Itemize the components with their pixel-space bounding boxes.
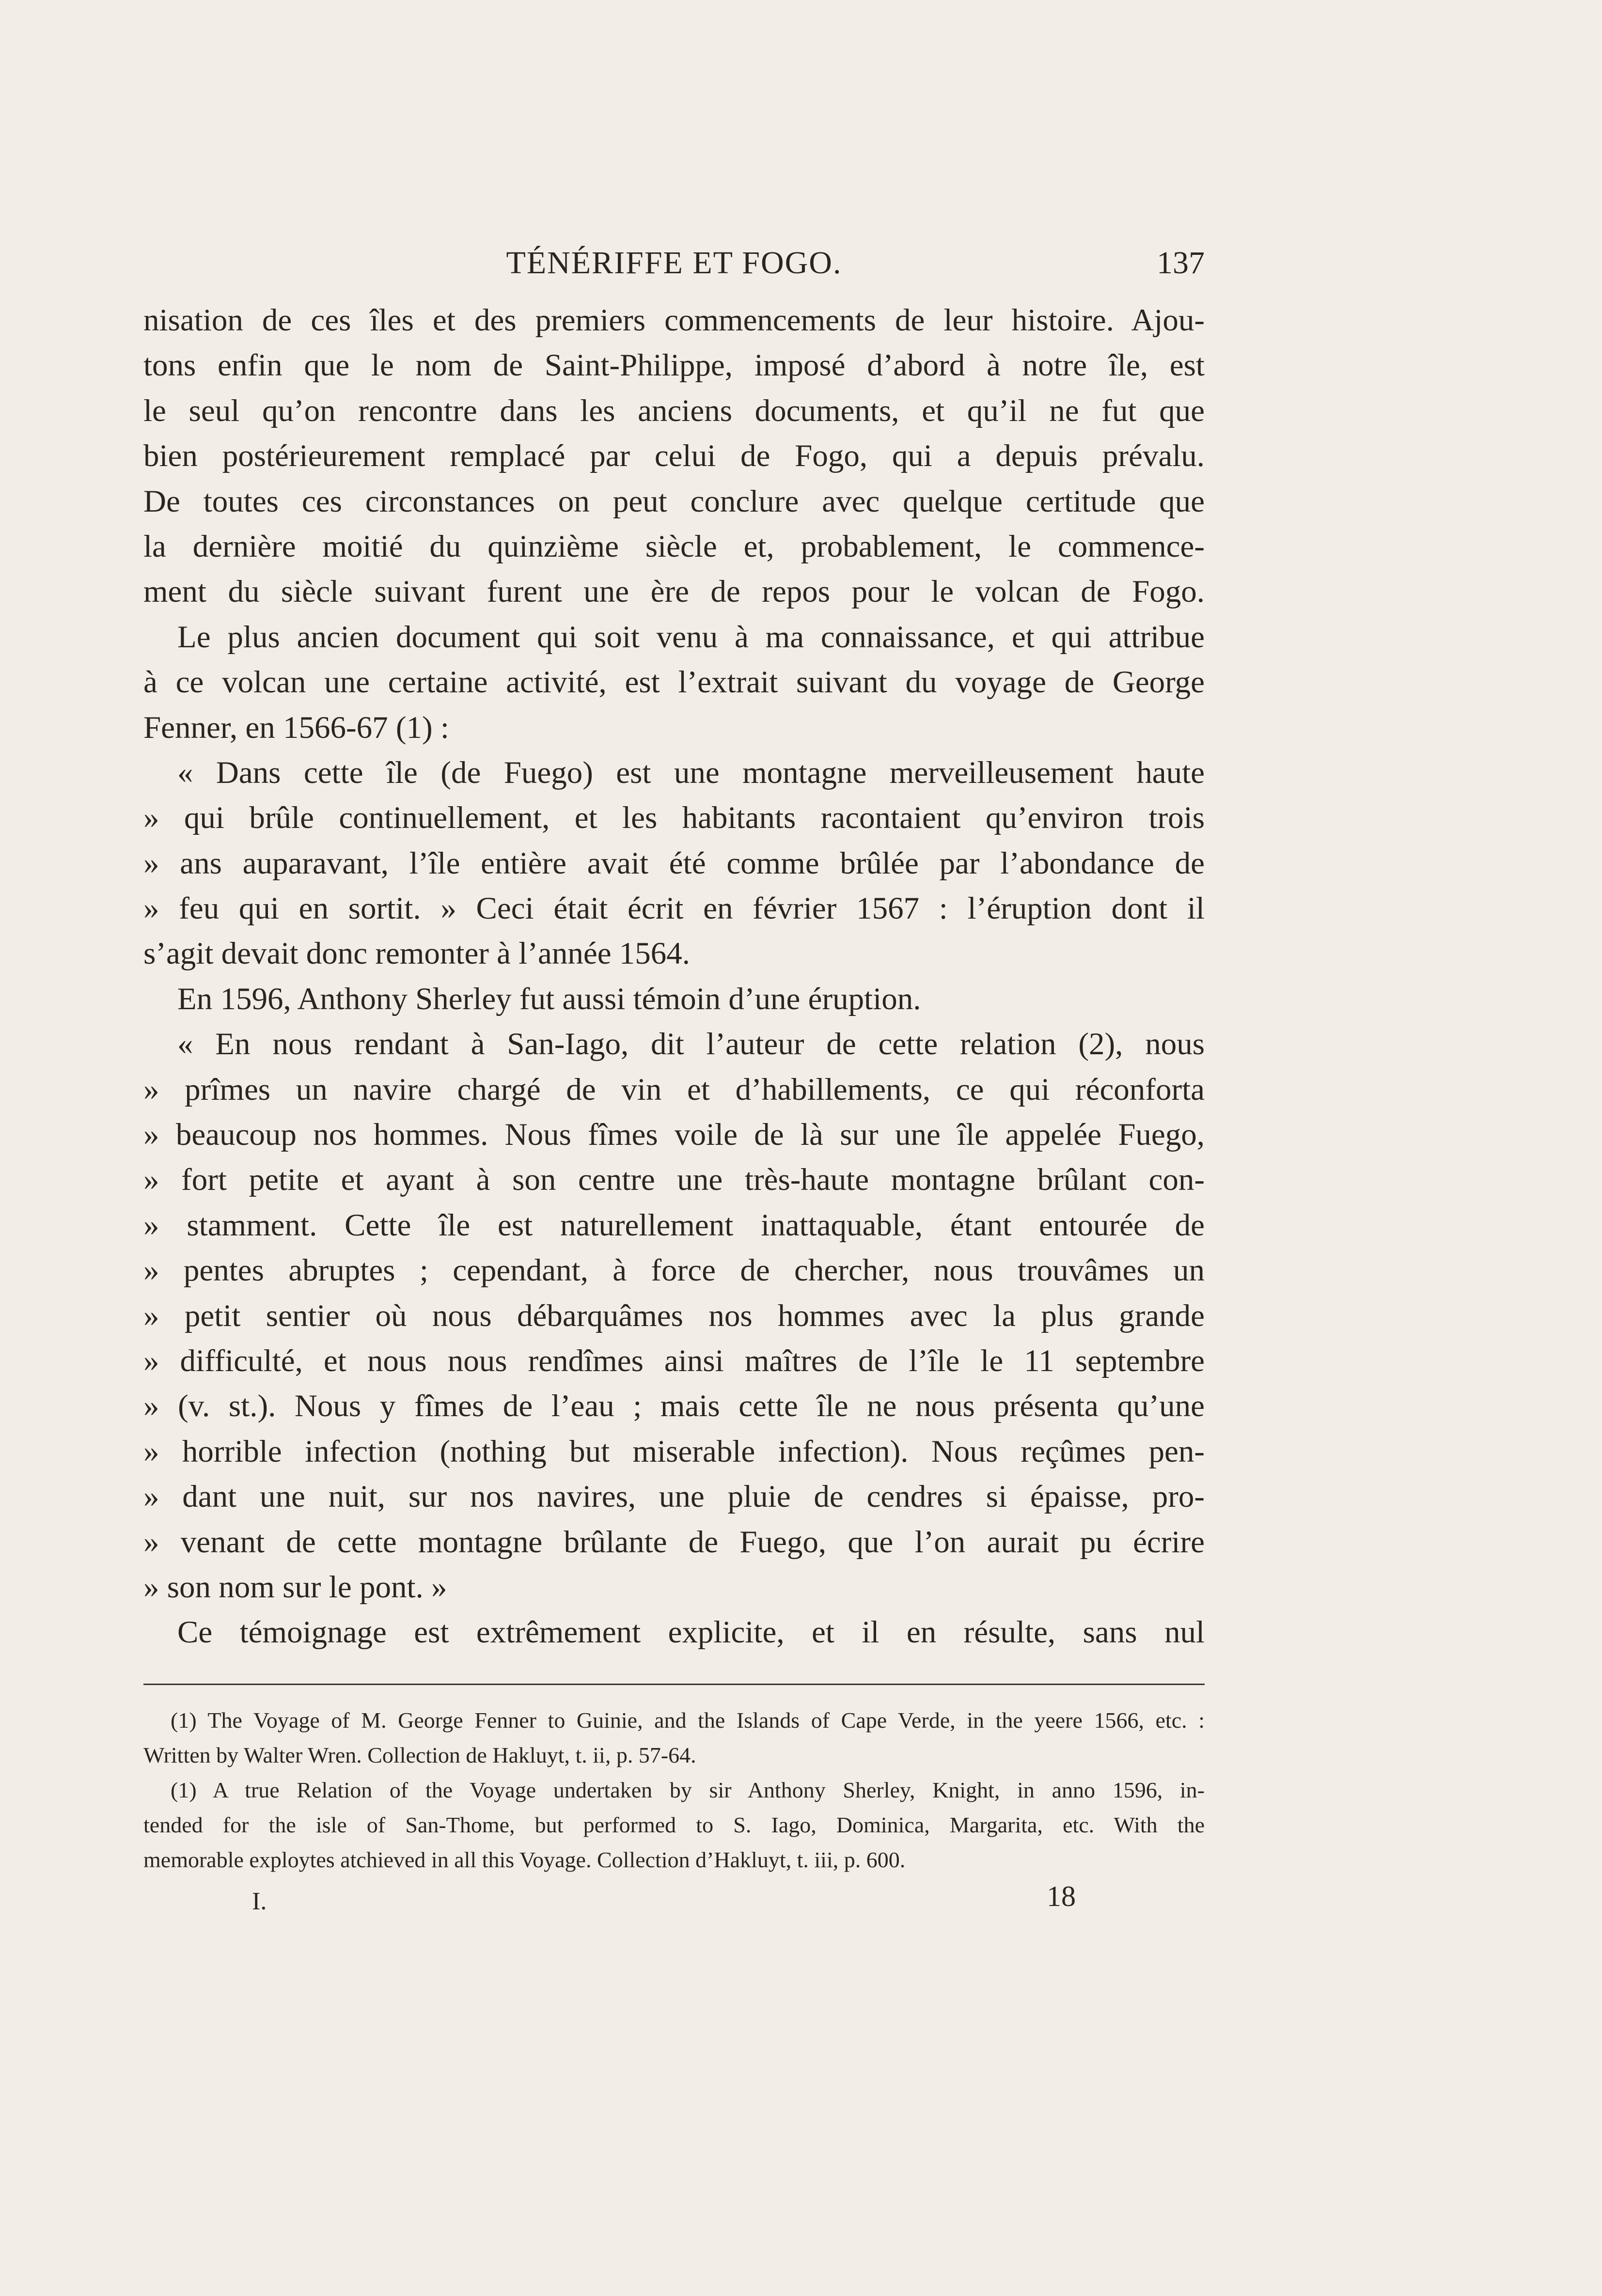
body-line: à ce volcan une certaine activité, est l’extrait suivant du voyage de George (143, 665, 1205, 700)
body-line: tons enfin que le nom de Saint-Philippe, imposé d’abord à notre île, est (143, 348, 1205, 383)
quote-line: » prîmes un navire chargé de vin et d’habillements, ce qui réconforta (143, 1072, 1205, 1107)
page-number: 137 (1157, 245, 1205, 281)
body-line: ment du siècle suivant furent une ère de repos pour le volcan de Fogo. (143, 574, 1205, 609)
body-text (143, 298, 1205, 1656)
footnote-line: (1) A true Relation of the Voyage undertaken by sir Anthony Sherley, Knight, in anno 1596, in- (171, 1778, 1205, 1802)
body-line: De toutes ces circonstances on peut conclure avec quelque certitude que (143, 484, 1205, 519)
quote-line: » son nom sur le pont. » (143, 1569, 447, 1605)
signature-mark: I. (252, 1888, 267, 1915)
body-line: la dernière moitié du quinzième siècle et, probablement, le commence- (143, 529, 1205, 564)
quote-line: » ans auparavant, l’île entière avait été comme brûlée par l’abondance de (143, 845, 1205, 881)
quote-line: « En nous rendant à San-Iago, dit l’auteur de cette relation (2), nous (177, 1027, 1205, 1062)
running-title: TÉNÉRIFFE ET FOGO. (506, 245, 842, 281)
body-line: En 1596, Anthony Sherley fut aussi témoin d’une éruption. (177, 981, 921, 1016)
signature-number: 18 (1047, 1880, 1076, 1912)
quote-line: » petit sentier où nous débarquâmes nos hommes avec la plus grande (143, 1298, 1205, 1333)
body-line: nisation de ces îles et des premiers commencements de leur histoire. Ajou- (143, 303, 1205, 338)
body-line: bien postérieurement remplacé par celui de Fogo, qui a depuis prévalu. (143, 438, 1205, 474)
quote-line: » stamment. Cette île est naturellement inattaquable, étant entourée de (143, 1207, 1205, 1243)
body-line: s’agit devait donc remonter à l’année 1564. (143, 936, 691, 971)
quote-line: » pentes abruptes ; cependant, à force de chercher, nous trouvâmes un (143, 1253, 1205, 1288)
page-header (143, 245, 1205, 288)
quote-line: » venant de cette montagne brûlante de Fuego, que l’on aurait pu écrire (143, 1524, 1205, 1560)
quote-line: » difficulté, et nous nous rendîmes ainsi maîtres de l’île le 11 septembre (143, 1343, 1205, 1378)
footnote-line: Written by Walter Wren. Collection de Hakluyt, t. ii, p. 57-64. (143, 1743, 696, 1767)
quote-line: « Dans cette île (de Fuego) est une montagne merveilleusement haute (177, 755, 1205, 790)
quote-line: » qui brûle continuellement, et les habitants racontaient qu’environ trois (143, 800, 1205, 836)
quote-line: » dant une nuit, sur nos navires, une pluie de cendres si épaisse, pro- (143, 1479, 1205, 1515)
quote-line: » beaucoup nos hommes. Nous fîmes voile de là sur une île appelée Fuego, (143, 1117, 1205, 1153)
footnotes (143, 1703, 1205, 1877)
footnote-line: tended for the isle of San-Thome, but performed to S. Iago, Dominica, Margarita, etc. With the (143, 1812, 1205, 1837)
quote-line: » (v. st.). Nous y fîmes de l’eau ; mais cette île ne nous présenta qu’une (143, 1389, 1205, 1424)
footnote-rule (143, 1684, 1205, 1685)
body-line: Fenner, en 1566-67 (1) : (143, 710, 449, 745)
body-line: Le plus ancien document qui soit venu à ma connaissance, et qui attribue (177, 619, 1205, 655)
body-line: le seul qu’on rencontre dans les anciens documents, et qu’il ne fut que (143, 393, 1205, 428)
quote-line: » feu qui en sortit. » Ceci était écrit en février 1567 : l’éruption dont il (143, 891, 1205, 926)
footnote-line: (1) The Voyage of M. George Fenner to Guinie, and the Islands of Cape Verde, in the yeere 1566, etc. : (171, 1708, 1205, 1733)
footnote-line: memorable exploytes atchieved in all this Voyage. Collection d’Hakluyt, t. iii, p. 600. (143, 1847, 906, 1872)
quote-line: » horrible infection (nothing but miserable infection). Nous reçûmes pen- (143, 1434, 1205, 1469)
body-line: Ce témoignage est extrêmement explicite, et il en résulte, sans nul (177, 1615, 1205, 1650)
quote-line: » fort petite et ayant à son centre une très-haute montagne brûlant con- (143, 1162, 1205, 1198)
